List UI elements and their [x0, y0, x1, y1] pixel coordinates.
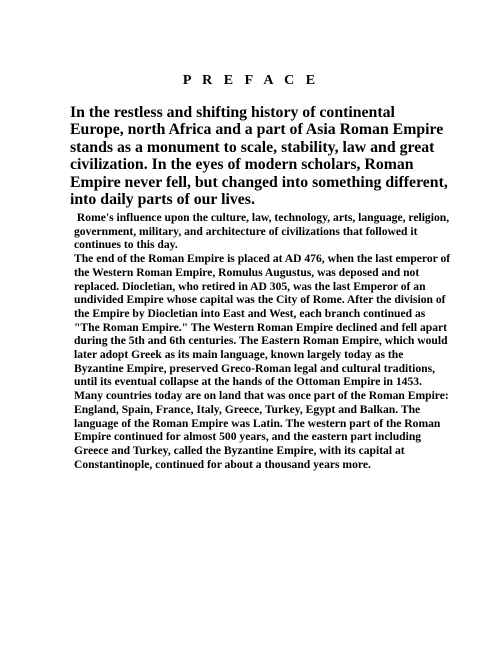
intro-paragraph: In the restless and shifting history of continental Europe, north Africa and a part of Asia Roman Empire stands as a monument to scale, stability, law and great civilization. In the eyes of modern scholars, Roman Empire never fell, but changed into something different, into daily parts of our lives.	[70, 104, 448, 209]
page-title: P R E F A C E	[182, 73, 320, 88]
paragraph-territory: Many countries today are on land that was once part of the Roman Empire: England, Spain, France, Italy, Greece, Turkey, Egypt and Balkan. The language of the Roman Empire was Latin. The western part of the Roman Empire continued for almost 500 years, and the eastern part including Greece and Turkey, called the Byzantine Empire, with its capital at Constantinople, continued for about a thousand years more.	[74, 389, 449, 471]
paragraph-influence: Rome's influence upon the culture, law, technology, arts, language, religion, government, military, and architecture of civilizations that followed it continues to this day.	[74, 211, 453, 252]
body-text	[74, 211, 452, 471]
paragraph-history: The end of the Roman Empire is placed at AD 476, when the last emperor of the Western Roman Empire, Romulus Augustus, was deposed and not replaced. Diocletian, who retired in AD 305, was the last Emperor of an undivided Empire whose capital was the City of Rome. After the division of the Empire by Diocletian into East and West, each branch continued as "The Roman Empire." The Western Roman Empire declined and fell apart during the 5th and 6th centuries. The Eastern Roman Empire, which would later adopt Greek as its main language, known largely today as the Byzantine Empire, preserved Greco-Roman legal and cultural traditions, until its eventual collapse at the hands of the Ottoman Empire in 1453.	[74, 252, 451, 389]
